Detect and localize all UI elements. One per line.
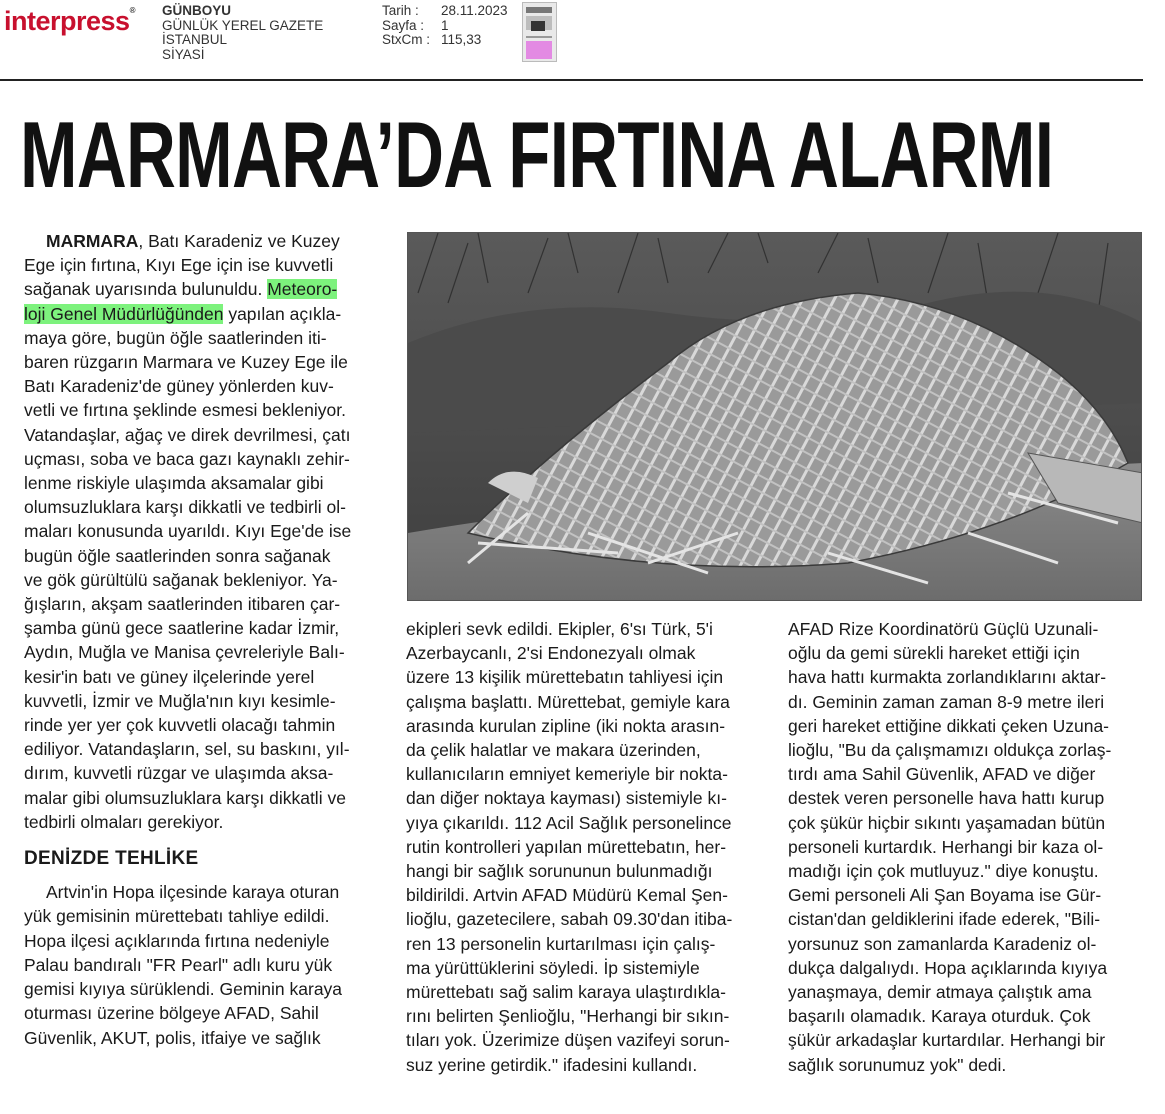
- highlighted-keyword: Meteoro-: [267, 279, 338, 300]
- subheading: DENİZDE TEHLİKE: [24, 848, 199, 870]
- article-column-2: [406, 617, 756, 1077]
- article-headline: MARMARA’DA FIRTINA ALARMI: [20, 102, 1054, 207]
- paragraph-col3: AFAD Rize Koordinatörü Güçlü Uzunali- oğlu da gemi sürekli hareket ettiği için hava hattı kurmakta zorlandıklarını aktar- dı. Geminin zaman zaman 8-9 metre ileri geri hareket ettiğine dikkati çeken Uzuna- lioğlu, "Bu da çalışmamızı oldukça zorlaş- tırdı ama Sahil Güvenlik, AFAD ve diğer destek veren personelle hava hattı kurup çok şükür hiçbir sıkıntı yaşamadan bütün personeli kurtardık. Herhangi bir kaza ol- madığı için çok mutluyuz." diye konuştu. Gemi personeli Ali Şan Boyama ise Gür- cistan'dan geldiklerini ifade ederek, "Bili- yorsunuz son zamanlarda Karadeniz ol- dukça dalgalıydı. Hopa açıklarında kıyıya yanaşmaya, demir atmaya çalıştık ama başarılı olamadık. Karaya oturduk. Çok şükür arkadaşlar kurtardılar. Herhangi bir sağlık sorunumuz yok" dedi.: [788, 619, 1112, 1075]
- page-thumbnail[interactable]: [522, 2, 557, 62]
- page-label: Sayfa :: [382, 17, 425, 33]
- paragraph-denizde: Artvin'in Hopa ilçesinde karaya oturan yük gemisinin mürettebatı tahliye edildi. Hopa ilçesi açıklarında fırtına nedeniyle Palau bandıralı "FR Pearl" adlı kuru yük gemisi kıyıya sürüklendi. Geminin karaya oturması üzerine bölgeye AFAD, Sahil Güvenlik, AKUT, polis, itfaiye ve sağlık: [24, 882, 343, 1048]
- date-label: Tarih :: [382, 3, 419, 18]
- lead-word: MARMARA: [46, 231, 139, 251]
- article-photo: [407, 232, 1142, 601]
- paragraph-intro: MARMARA, Batı Karadeniz ve Kuzey Ege için fırtına, Kıyı Ege için ise kuvvetli sağanak uyarısında bulunuldu. Meteoro- loji Genel Müdürlüğünden yapılan açıkla- maya göre, bugün öğle saatlerinden iti- baren rüzgarın Marmara ve Kuzey Ege ile Batı Karadeniz'de güney yönlerden kuv- vetli ve fırtına şeklinde esmesi bekleniyor. Vatandaşlar, ağaç ve direk devrilmesi, çatı uçması, soba ve baca gazı kaynaklı zehir- lenme riskiyle ulaşımda aksamalar gibi olumsuzluklara karşı dikkatli ve tedbirli ol- maları konusunda uyarıldı. Kıyı Ege'de ise bugün öğle saatlerinden sonra sağanak ve gök gürültülü sağanak bekleniyor. Ya- ğışların, akşam saatlerinden itibaren çar- şamba günü gece saatlerine kadar İzmir, Aydın, Muğla ve Manisa çevreleriyle Balı- kesir'in batı ve güney ilçelerinde yerel kuvvetli, İzmir ve Muğla'nın kıyı kesimle- rinde yer yer çok kuvvetli olacağı tahmin ediliyor. Vatandaşların, sel, su baskını, yıl- dırım, kuvvetli rüzgar ve ulaşımda aksa- malar gibi olumsuzluklara karşı dikkatli ve tedbirli olmaları gerekiyor.: [24, 231, 352, 832]
- header-divider: [0, 79, 1143, 81]
- registered-mark: ®: [129, 6, 135, 15]
- publication-category: SİYASİ: [162, 46, 205, 62]
- paragraph-col2: ekipleri sevk edildi. Ekipler, 6'sı Türk, 5'i Azerbaycanlı, 2'si Endonezyalı olmak üzere 13 kişilik mürettebatın tahliyesi için çalışma başlattı. Mürettebat, gemiyle kara arasında kurulan zipline (iki nokta arasın- da çelik halatlar ve makara üzerinden, kullanıcıların emniyet kemeriyle bir nokta- dan diğer noktaya kayması) sistemiyle kı- yıya çıkarıldı. 112 Acil Sağlık personelince rutin kontrolleri yapılan mürettebatın, her- hangi bir sağlık sorununun bulunmadığı bildirildi. Artvin AFAD Müdürü Kemal Şen- lioğlu, gazetecilere, sabah 09.30'dan itiba- ren 13 personelin kurtarılması için çalış- ma yürüttüklerini söyledi. İp sistemiyle mürettebatı sağ salim karaya ulaştırdıkla- rını belirten Şenlioğlu, "Herhangi bir sıkın- tıları yok. Üzerimize düşen vazifeyi sorun- suz yerine getirdik." ifadesini kullandı.: [406, 619, 733, 1075]
- stxcm-value: 115,33: [441, 32, 482, 47]
- article-column-3: [788, 617, 1138, 1077]
- clipping-info: [382, 4, 508, 48]
- highlighted-keyword-cont: loji Genel Müdürlüğünden: [24, 303, 224, 324]
- clipping-location-marker: [526, 41, 552, 59]
- publication-type: GÜNLÜK YEREL GAZETE: [162, 17, 324, 33]
- article-column-1: [24, 229, 374, 1050]
- page-value: 1: [441, 17, 449, 33]
- publication-city: İSTANBUL: [162, 32, 228, 47]
- interpress-logo: [4, 6, 135, 37]
- publication-info: [162, 4, 323, 62]
- publication-name: GÜNBOYU: [162, 3, 232, 18]
- logo-text: interpress: [4, 6, 130, 36]
- stxcm-label: StxCm :: [382, 32, 431, 47]
- date-value: 28.11.2023: [441, 3, 508, 18]
